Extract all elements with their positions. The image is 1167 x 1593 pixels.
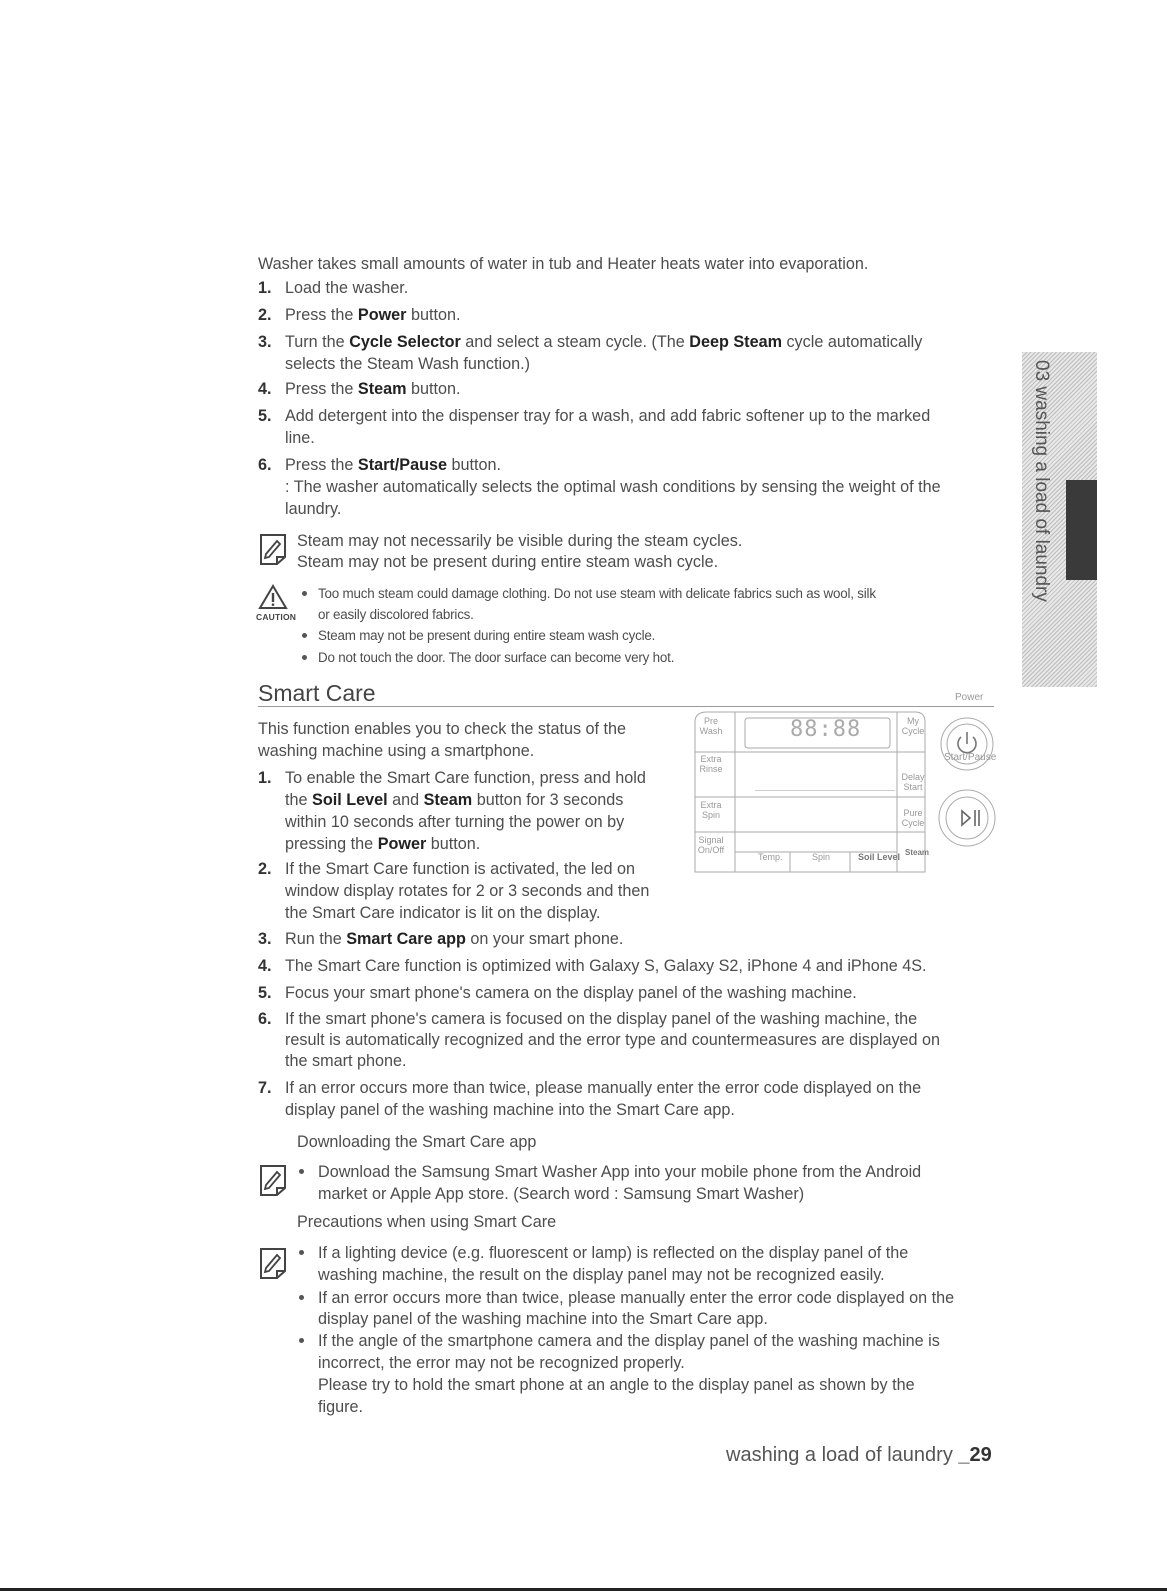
step-text: selects the Steam Wash function.) [285,355,531,373]
step-text: The Smart Care function is optimized with Galaxy S, Galaxy S2, iPhone 4 and iPhone 4S. [285,957,927,975]
page-number: _29 [958,1444,992,1466]
download-heading: Downloading the Smart Care app [297,1133,537,1151]
step-number: 2. [258,860,272,878]
step-text: the Soil Level and Steam button for 3 seconds [285,791,624,809]
bullet [299,1295,304,1300]
step-text: Press the Steam button. [285,380,461,398]
panel-display-digits: 88:88 [790,717,862,742]
precaution-text: incorrect, the error may not be recognized properly. [318,1354,685,1372]
step-text: Turn the Cycle Selector and select a steam cycle. (The Deep Steam cycle automatically [285,333,923,351]
sc-intro: washing machine using a smartphone. [258,742,535,760]
precaution-text: Please try to hold the smart phone at an angle to the display panel as shown by the [318,1376,915,1394]
step-text: line. [285,429,315,447]
panel-start-pause-label: Start/Pause [944,752,997,763]
step-text: window display rotates for 2 or 3 seconds and then [285,882,650,900]
precautions-heading: Precautions when using Smart Care [297,1213,557,1231]
step-number: 3. [258,930,272,948]
page-footer: washing a load of laundry _29 [726,1444,992,1466]
bullet [299,1250,304,1255]
caution-text: Too much steam could damage clothing. Do not use steam with delicate fabrics such as wool, silk [318,586,876,601]
bullet [302,591,307,596]
caution-label: CAUTION [256,612,297,622]
step-number: 4. [258,380,272,398]
step-text: Load the washer. [285,279,409,297]
download-note: market or Apple App store. (Search word : Samsung Smart Washer) [318,1185,805,1203]
side-tab-label: 03 washing a load of laundry [1031,360,1052,602]
step-text: Run the Smart Care app on your smart phone. [285,930,624,948]
precaution-text: If the angle of the smartphone camera and the display panel of the washing machine is [318,1332,940,1350]
caution-icon [258,584,288,610]
panel-button-label: Pre Wash [699,716,723,736]
panel-button-label: Delay Start [901,772,925,792]
chapter-side-tab [1022,352,1097,687]
step-text: Add detergent into the dispenser tray for a wash, and add fabric softener up to the marked [285,407,931,425]
precaution-text: If a lighting device (e.g. fluorescent or lamp) is reflected on the display panel of the [318,1244,909,1262]
bottom-edge-line [0,1588,1167,1591]
step-text: Press the Power button. [285,306,461,324]
panel-button-label: My Cycle [901,716,925,736]
caution-text: Steam may not be present during entire steam wash cycle. [318,628,656,643]
bullet [299,1169,304,1174]
note-icon [257,532,289,566]
precaution-text: washing machine, the result on the display panel may not be recognized easily. [318,1266,885,1284]
panel-soil-label: Soil Level [858,852,901,862]
bullet [302,655,307,660]
step-number: 2. [258,306,272,324]
step-number: 3. [258,333,272,351]
panel-button-label: Signal On/Off [697,835,725,855]
step-text: Focus your smart phone's camera on the display panel of the washing machine. [285,984,857,1002]
step-text: If an error occurs more than twice, please manually enter the error code displayed on the [285,1079,922,1097]
note-icon [257,1246,289,1280]
caution-text: Do not touch the door. The door surface can become very hot. [318,650,675,665]
panel-spin-label: Spin [812,852,831,862]
intro-text: Washer takes small amounts of water in tub and Heater heats water into evaporation. [258,255,869,273]
sc-intro: This function enables you to check the status of the [258,720,627,738]
step-number: 5. [258,407,272,425]
step-number: 1. [258,279,272,297]
step-text: If the smart phone's camera is focused on the display panel of the washing machine, the [285,1010,918,1028]
panel-steam-label: Steam [905,848,930,857]
panel-temp-label: Temp. [758,852,783,862]
note-icon [257,1163,289,1197]
step-number: 6. [258,456,272,474]
precaution-text: display panel of the washing machine into the Smart Care app. [318,1310,768,1328]
step-number: 1. [258,769,272,787]
step-text: result is automatically recognized and the error type and countermeasures are displayed on [285,1031,941,1049]
precaution-text: If an error occurs more than twice, please manually enter the error code displayed on the [318,1289,955,1307]
step-text: If the Smart Care function is activated, the led on [285,860,636,878]
step-number: 4. [258,957,272,975]
step-text: the Smart Care indicator is lit on the display. [285,904,601,922]
step-number: 6. [258,1010,272,1028]
panel-button-label: Extra Rinse [699,754,723,774]
step-text: the smart phone. [285,1052,407,1070]
download-note: Download the Samsung Smart Washer App into your mobile phone from the Android [318,1163,922,1181]
step-text: within 10 seconds after turning the power on by [285,813,625,831]
step-text: display panel of the washing machine into the Smart Care app. [285,1101,735,1119]
panel-button-label: Pure Cycle [901,808,925,828]
note-text: Steam may not necessarily be visible during the steam cycles. [297,532,743,550]
note-text: Steam may not be present during entire steam wash cycle. [297,553,719,571]
step-number: 5. [258,984,272,1002]
step-text: To enable the Smart Care function, press and hold [285,769,646,787]
step-text: pressing the Power button. [285,835,481,853]
step-number: 7. [258,1079,272,1097]
bullet [299,1338,304,1343]
panel-button-label: Extra Spin [700,800,722,820]
step-text: : The washer automatically selects the optimal wash conditions by sensing the weight of the [285,478,941,496]
section-title: Smart Care [258,680,376,706]
step-text: Press the Start/Pause button. [285,456,501,474]
side-tab-marker [1066,480,1097,580]
precaution-text: figure. [318,1398,363,1416]
caution-text: or easily discolored fabrics. [318,607,474,622]
bullet [302,633,307,638]
step-text: laundry. [285,500,342,518]
panel-power-label: Power [955,692,984,703]
